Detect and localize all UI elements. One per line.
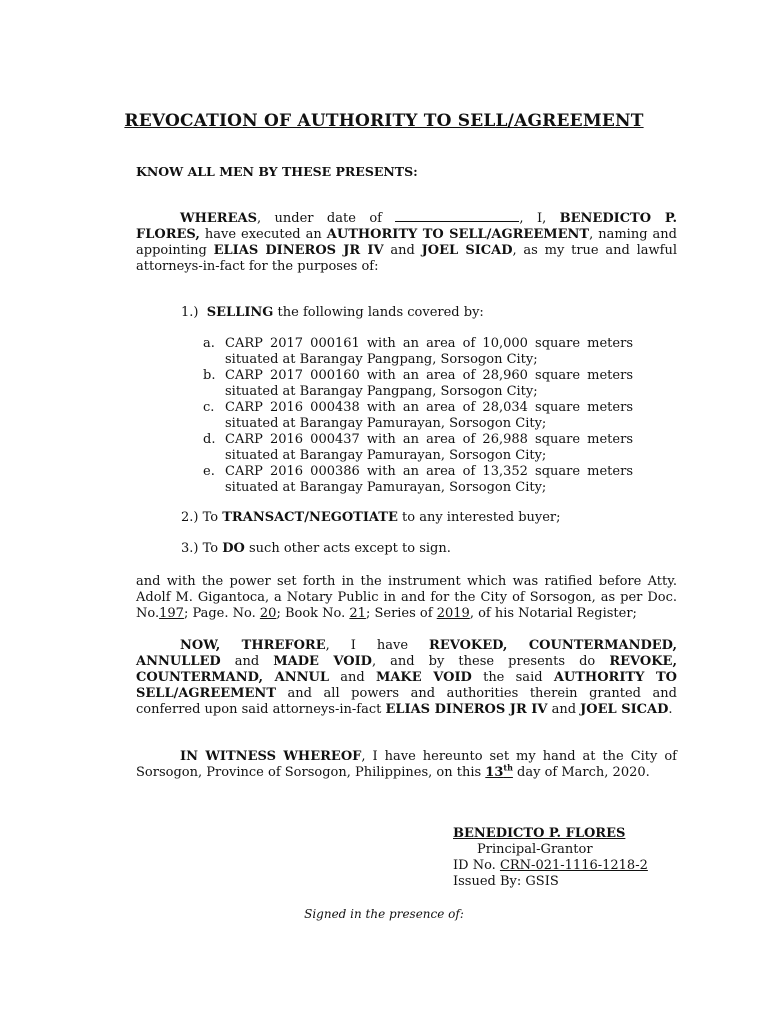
signed-presence-label: Signed in the presence of: [304,907,464,921]
revocation-bold: REVOKED, COUNTERMANDED, ANNULLED [136,638,677,669]
revocation-text: and [328,670,376,685]
list-letter: d. [203,432,216,447]
list-text: CARP 2016 000437 with an area of 26,988 square meters situated at Barangay Pamurayan, Sorsogon City; [225,432,633,463]
issued-by: Issued By: GSIS [453,874,559,889]
doc-number: 197 [159,606,184,621]
item-number: 2.) [181,510,199,525]
revocation-bold: MAKE VOID [375,670,472,685]
item-keyword: SELLING [206,305,274,320]
list-letter: c. [203,400,215,415]
list-letter: b. [203,368,216,383]
item-keyword: TRANSACT/NEGOTIATE [222,510,398,525]
power-text: and with the power set forth in the instrument which was ratified before Atty. Adolf M. Gigantoca, a Notary Public in and for the City of Sorsogon, as per Doc. No. [136,574,677,621]
attorney-name-1: ELIAS DINEROS JR IV [213,243,384,258]
book-number: 21 [349,606,366,621]
item-keyword: DO [222,541,245,556]
item-text: To [198,541,223,556]
whereas-text: , I, [519,211,560,226]
item-text: to any interested buyer; [397,510,561,525]
list-text: CARP 2016 000386 with an area of 13,352 square meters situated at Barangay Pamurayan, Sorsogon City; [225,464,633,495]
whereas-keyword: WHEREAS [180,211,257,226]
id-line [453,858,648,874]
list-text: CARP 2016 000438 with an area of 28,034 square meters situated at Barangay Pamurayan, Sorsogon City; [225,400,633,431]
power-paragraph [136,574,677,622]
revocation-bold: MADE VOID [273,654,372,669]
item-text: To [198,510,223,525]
now-therefore-keyword: NOW, THREFORE [180,638,326,653]
witness-text: , I have hereunto set my hand at the City of Sorsogon, Province of Sorsogon, Philippines, on this [136,749,677,780]
power-text: ; Book No. [276,606,350,621]
purpose-item-transact [181,510,561,525]
day-suffix: th [503,762,513,773]
power-text: ; Page. No. [183,606,260,621]
purpose-item-selling [181,305,484,320]
list-letter: e. [203,464,215,479]
revocation-text: and [220,654,274,669]
list-item [203,432,633,464]
power-text: ; Series of [365,606,437,621]
whereas-text: have executed an [199,227,327,242]
attorney-name-2: JOEL SICAD [421,243,513,258]
revocation-bold: REVOKE, COUNTERMAND, ANNUL [136,654,677,685]
revocation-paragraph [136,638,677,718]
grantor-name: BENEDICTO P. FLORES, [136,211,678,242]
revocation-text: the said [471,670,554,685]
revocation-text: and [547,702,581,717]
signatory-name: BENEDICTO P. FLORES [453,826,626,841]
whereas-text: and [383,243,422,258]
authority-title: AUTHORITY TO SELL/AGREEMENT [326,227,590,242]
series-number: 2019 [436,606,470,621]
list-item [203,400,633,432]
whereas-paragraph [136,210,677,275]
witness-keyword: IN WITNESS WHEREOF [180,749,362,764]
signature-block [453,826,648,890]
revocation-text: and all powers and authorities therein granted and conferred upon said attorneys-in-fact [136,686,677,717]
id-value: CRN-021-1116-1218-2 [499,858,648,873]
item-number: 1.) [181,305,199,320]
item-text: such other acts except to sign. [244,541,451,556]
id-label: ID No. [453,858,500,873]
date-blank-line [395,210,519,222]
power-text: , of his Notarial Register; [469,606,637,621]
document-title: REVOCATION OF AUTHORITY TO SELL/AGREEMENT [124,111,644,131]
whereas-text: , as my true and lawful attorneys-in-fact for the purposes of: [136,243,678,274]
witness-day [485,762,513,780]
signatory-role: Principal-Grantor [477,842,593,857]
revocation-text: , and by these presents do [371,654,610,669]
whereas-text: , under date of [256,211,396,226]
revocation-text: , I have [325,638,430,653]
list-item [203,368,633,400]
witness-paragraph [136,749,677,781]
know-all-men-heading: KNOW ALL MEN BY THESE PRESENTS: [136,164,418,179]
revocation-bold: AUTHORITY TO SELL/AGREEMENT [136,670,678,701]
list-text: CARP 2017 000161 with an area of 10,000 square meters situated at Barangay Pangpang, Sorsogon City; [225,336,633,367]
list-item [203,464,633,496]
lands-list [203,336,633,496]
list-item [203,336,633,368]
witness-text: day of March, 2020. [512,765,650,780]
attorney-name-2: JOEL SICAD [580,702,669,717]
day-number: 13 [485,765,504,780]
item-number: 3.) [181,541,199,556]
revocation-text: . [668,702,673,717]
list-letter: a. [203,336,215,351]
item-text: the following lands covered by: [273,305,484,320]
purpose-item-do [181,541,451,556]
whereas-text: , naming and appointing [136,227,677,258]
list-text: CARP 2017 000160 with an area of 28,960 square meters situated at Barangay Pangpang, Sorsogon City; [225,368,633,399]
page-number: 20 [259,606,277,621]
attorney-name-1: ELIAS DINEROS JR IV [385,702,548,717]
